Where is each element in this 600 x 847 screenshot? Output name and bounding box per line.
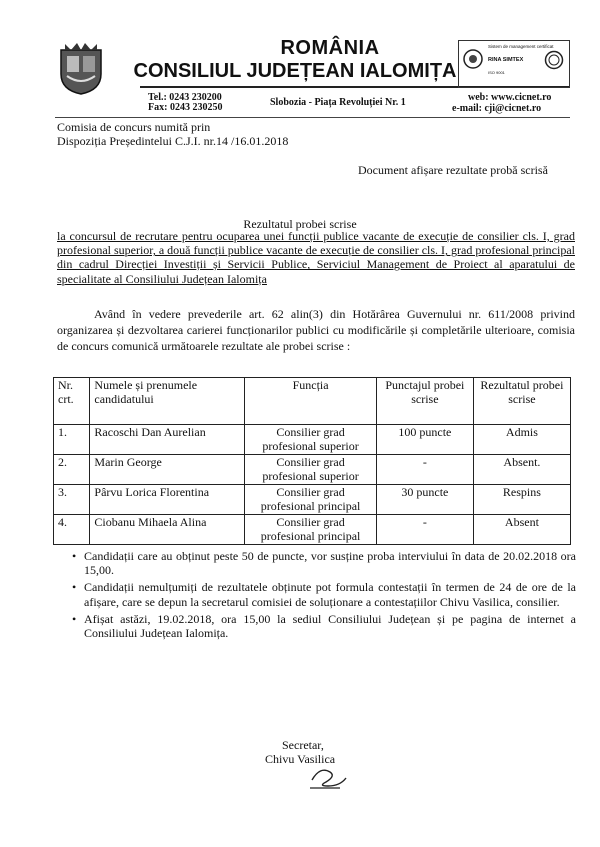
commission-line-1: Comisia de concurs numită prin xyxy=(57,120,211,134)
cell-name: Ciobanu Mihaela Alina xyxy=(90,515,245,545)
header-website: web: www.cicnet.ro xyxy=(468,92,552,103)
header-address: Slobozia - Piața Revoluției Nr. 1 xyxy=(270,97,406,108)
header-result: Rezultatul probei scrise xyxy=(473,378,570,425)
cell-nr: 2. xyxy=(54,455,90,485)
cell-score: - xyxy=(376,455,473,485)
signature-name: Chivu Vasilica xyxy=(265,752,336,766)
signature-title: Secretar, xyxy=(282,738,324,752)
bullet-icon: • xyxy=(72,549,77,563)
notice-list xyxy=(72,549,576,643)
cell-result: Absent. xyxy=(473,455,570,485)
table-row xyxy=(54,515,571,545)
header-fax: Fax: 0243 230250 xyxy=(148,102,223,113)
list-item-text: Candidații care au obținut peste 50 de puncte, vor susține proba interviului în data de 20.02.2018 ora 15,00. xyxy=(84,549,576,578)
list-item-text: Afișat astăzi, 19.02.2018, ora 15,00 la sediul Consiliului Județean și pe pagina de internet a Consiliului Județean Ialomița. xyxy=(84,611,576,641)
iso-seal-icon xyxy=(544,50,564,70)
commission-line-2: Dispoziția Președintelui C.J.I. nr.14 /16.01.2018 xyxy=(57,134,289,148)
header-nr: Nr. crt. xyxy=(54,378,90,425)
table-row xyxy=(54,485,571,515)
cell-name: Marin George xyxy=(90,455,245,485)
list-item xyxy=(72,611,576,641)
cell-function: Consilier grad profesional superior xyxy=(245,425,377,455)
list-item xyxy=(72,549,576,578)
cell-nr: 1. xyxy=(54,425,90,455)
cell-result: Respins xyxy=(473,485,570,515)
competition-subject: la concursul de recrutare pentru ocuparea unei funcții publice vacante de execuție de consilier cls. I, grad profesional superior, a două funcții publice vacante de execuție de consilier cls. I, grad profesional principal din cadrul Direcției Investiții și Servicii Publice, Serviciul Management de Proiect al aparatului de specialitate al Consiliului Județean Ialomița xyxy=(57,229,575,286)
institution-title: CONSILIUL JUDEȚEAN IALOMIȚA xyxy=(133,60,457,82)
header-separator xyxy=(55,117,570,118)
cell-score: 100 puncte xyxy=(376,425,473,455)
document-note: Document afișare rezultate probă scrisă xyxy=(358,163,548,177)
results-table xyxy=(53,377,571,545)
cell-nr: 3. xyxy=(54,485,90,515)
certification-caption: Sistem de management certificat xyxy=(488,44,554,49)
rina-logo-icon xyxy=(462,48,484,70)
handwritten-signature xyxy=(306,762,350,794)
list-item xyxy=(72,580,576,609)
coat-of-arms-logo xyxy=(57,40,105,95)
cell-name: Racoschi Dan Aurelian xyxy=(90,425,245,455)
cell-score: - xyxy=(376,515,473,545)
certification-brand: RINA SIMTEX xyxy=(488,57,524,63)
result-title: Rezultatul probei scrise xyxy=(243,217,357,231)
table-header-row xyxy=(54,378,571,425)
header-telephone: Tel.: 0243 230200 xyxy=(148,92,222,103)
table-row xyxy=(54,425,571,455)
header-email: e-mail: cji@cicnet.ro xyxy=(452,103,542,114)
certification-standard: ISO 9001 xyxy=(488,70,505,75)
legal-paragraph: Având în vedere prevederile art. 62 alin(3) din Hotărârea Guvernului nr. 611/2008 privind organizarea și dezvoltarea carierei funcționarilor publici cu modificările și completările ulterioare, comisia de concurs comunică următoarele rezultate ale probei scrise : xyxy=(57,307,575,353)
country-title: ROMÂNIA xyxy=(280,37,380,59)
header-function: Funcția xyxy=(245,378,377,425)
cell-function: Consilier grad profesional superior xyxy=(245,455,377,485)
cell-nr: 4. xyxy=(54,515,90,545)
table-row xyxy=(54,455,571,485)
bullet-icon: • xyxy=(72,580,77,595)
cell-result: Admis xyxy=(473,425,570,455)
cell-result: Absent xyxy=(473,515,570,545)
list-item-text: Candidații nemulțumiți de rezultatele obținute pot formula contestații în termen de 24 de ore de la afișare, care se depun la secretarul comisiei de soluționare a contestațiilor Chivu Vasilica, consilier. xyxy=(84,580,576,609)
header-score: Punctajul probei scrise xyxy=(376,378,473,425)
cell-score: 30 puncte xyxy=(376,485,473,515)
cell-name: Pârvu Lorica Florentina xyxy=(90,485,245,515)
bullet-icon: • xyxy=(72,611,77,626)
cell-function: Consilier grad profesional principal xyxy=(245,485,377,515)
cell-function: Consilier grad profesional principal xyxy=(245,515,377,545)
header-name: Numele și prenumele candidatului xyxy=(90,378,245,425)
